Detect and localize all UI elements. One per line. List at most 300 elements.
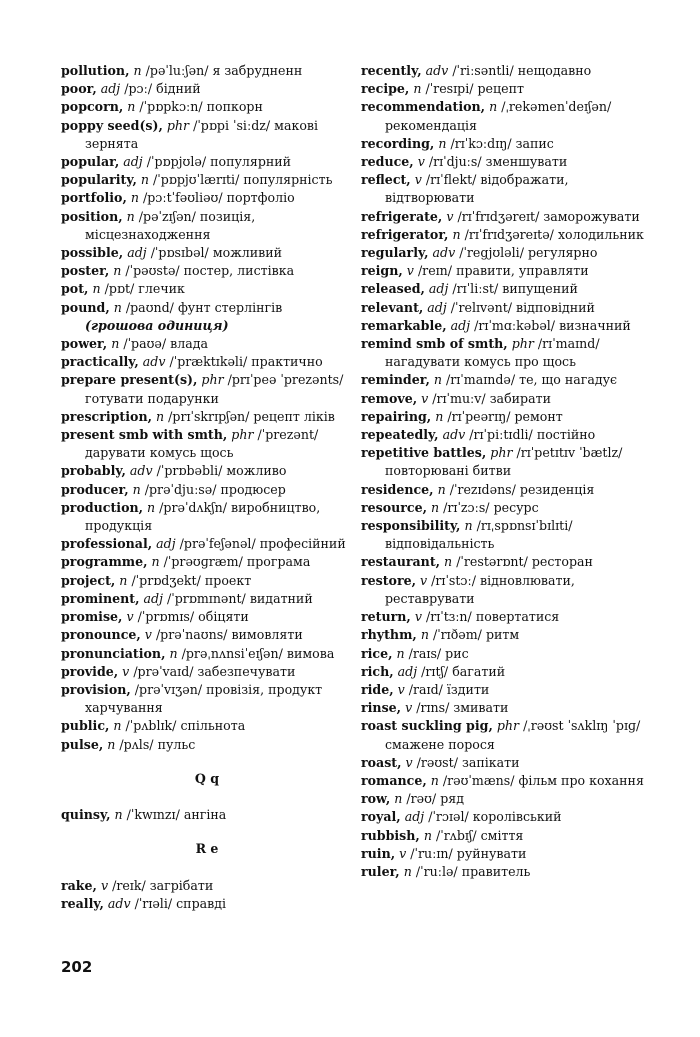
entry-pronunciation: /rɪˈflekt/ <box>425 172 477 188</box>
entry-translation: можливий <box>212 245 283 261</box>
dictionary-entry <box>361 262 653 280</box>
entry-translation: програма <box>246 554 311 570</box>
entry-pronunciation: /ˈrezɪdəns/ <box>449 481 516 497</box>
entry-headword: poster, <box>61 263 110 279</box>
entry-headword: repetitive battles, <box>361 445 487 461</box>
entry-headword: recording, <box>361 135 435 151</box>
entry-headword: provision, <box>61 681 131 697</box>
entry-pronunciation: /rɪˈkɔːdɪŋ/ <box>450 135 512 151</box>
dictionary-entry <box>61 80 353 98</box>
entry-pronunciation: /pɒt/ <box>104 281 135 297</box>
entry-pronunciation: /rɪˈmuːv/ <box>432 390 486 406</box>
section-letter-heading: R e <box>195 841 219 857</box>
dictionary-entry <box>361 499 653 517</box>
entry-pronunciation: /prəˈfeʃənəl/ <box>179 536 256 552</box>
entry-pronunciation: /rɪˈtɜːn/ <box>425 609 472 625</box>
entry-translation: запікати <box>461 754 520 770</box>
entry-translation: холодильник <box>557 226 644 242</box>
entry-pronunciation: /rəʊst/ <box>416 754 458 770</box>
entry-part-of-speech: n <box>420 627 429 643</box>
entry-headword: poppy seed(s), <box>61 117 163 133</box>
entry-headword: position, <box>61 208 123 224</box>
entry-pronunciation: /rɪˈdjuːs/ <box>428 154 482 170</box>
entry-part-of-speech: adv <box>142 354 166 370</box>
entry-part-of-speech: n <box>437 481 446 497</box>
entry-pronunciation: /ˌrekəmenˈdeɪʃən/ <box>501 99 612 115</box>
entry-part-of-speech: n <box>113 263 122 279</box>
entry-pronunciation: /ˈprəʊɡræm/ <box>163 554 243 570</box>
entry-pronunciation: /rɪˈpetɪtɪv ˈbætlz/ <box>516 445 623 461</box>
entry-headword: remove, <box>361 390 418 406</box>
entry-translation: попкорн <box>206 99 263 115</box>
entry-pronunciation: /rɪns/ <box>416 700 450 716</box>
entry-part-of-speech: n <box>413 81 422 97</box>
entry-part-of-speech: v <box>417 154 425 170</box>
entry-headword: production, <box>61 499 144 515</box>
entry-pronunciation: /rɪˈpeərɪŋ/ <box>447 408 511 424</box>
entry-pronunciation: /rɪˈliːst/ <box>452 281 499 297</box>
entry-translation: визначний <box>559 317 631 333</box>
entry-part-of-speech: n <box>444 554 453 570</box>
entry-headword: quinsy, <box>61 807 111 823</box>
dictionary-entry <box>361 444 653 480</box>
entry-translation: ресурс <box>493 499 539 515</box>
entry-translation: заморожувати <box>543 208 640 224</box>
dictionary-entry <box>361 790 653 808</box>
entry-pronunciation: /rɪˈmaɪndə/ <box>446 372 516 388</box>
entry-translation: провізія, продукт харчування <box>85 681 323 716</box>
entry-headword: pulse, <box>61 736 104 752</box>
entry-translation: королівський <box>472 809 562 825</box>
entry-part-of-speech: adv <box>129 463 153 479</box>
dictionary-entry <box>61 663 353 681</box>
entry-headword: professional, <box>61 536 153 552</box>
dictionary-entry <box>61 262 353 280</box>
entry-part-of-speech: adv <box>432 245 456 261</box>
entry-headword: recipe, <box>361 81 410 97</box>
entry-headword: romance, <box>361 772 427 788</box>
entry-pronunciation: /rɪˈfrɪdʒəreɪt/ <box>457 208 540 224</box>
entry-pronunciation: /ˈpɒsɪbəl/ <box>150 245 209 261</box>
dictionary-entry <box>361 681 653 699</box>
entry-part-of-speech: adj <box>123 154 143 170</box>
dictionary-entry <box>61 189 353 207</box>
entry-headword: prepare present(s), <box>61 372 198 388</box>
section-letter-heading: Q q <box>194 770 220 786</box>
dictionary-entry <box>61 572 353 590</box>
entry-pronunciation: /ˈrɪəli/ <box>134 895 173 911</box>
entry-pronunciation: /prəˈdʌkʃn/ <box>159 499 227 515</box>
entry-pronunciation: /ˈrɔɪəl/ <box>428 809 469 825</box>
entry-headword: poor, <box>61 81 97 97</box>
entry-translation: зменшувати <box>485 154 568 170</box>
entry-translation: правитель <box>461 863 531 879</box>
entry-headword: probably, <box>61 463 126 479</box>
entry-translation: фунт стерлінгів <box>177 299 283 315</box>
entry-pronunciation: /pʌls/ <box>119 736 154 752</box>
entry-part-of-speech: adj <box>450 317 471 333</box>
entry-translation: рецепт <box>477 81 524 97</box>
dictionary-entry <box>61 608 353 626</box>
dictionary-entry <box>361 553 653 571</box>
entry-translation: можливо <box>226 463 287 479</box>
dictionary-entry <box>361 863 653 881</box>
dictionary-entry <box>361 426 653 444</box>
dictionary-entry <box>361 845 653 863</box>
entry-headword: practically, <box>61 354 139 370</box>
dictionary-entry <box>61 535 353 553</box>
entry-pronunciation: /rɪˈmɑːkəbəl/ <box>474 317 556 333</box>
dictionary-entry <box>61 462 353 480</box>
entry-part-of-speech: n <box>423 827 432 843</box>
entry-headword: repairing, <box>361 408 432 424</box>
entry-headword: remarkable, <box>361 317 447 333</box>
entry-part-of-speech: phr <box>201 372 224 388</box>
entry-translation: видатний <box>249 590 313 606</box>
entry-part-of-speech: n <box>403 863 412 879</box>
dictionary-entry <box>61 626 353 644</box>
entry-headword: residence, <box>361 481 434 497</box>
entry-pronunciation: /ˈprɒdʒekt/ <box>131 572 201 588</box>
entry-pronunciation: /ˈriːsəntli/ <box>452 63 514 78</box>
entry-part-of-speech: n <box>169 645 178 661</box>
entry-pronunciation: /rəʊˈmæns/ <box>442 772 515 788</box>
entry-translation: позиція, місцезнаходження <box>85 208 256 242</box>
dictionary-entry <box>361 754 653 772</box>
dictionary-entry <box>361 626 653 644</box>
entry-part-of-speech: phr <box>490 445 513 461</box>
entry-pronunciation: /raɪd/ <box>408 681 443 697</box>
dictionary-entry <box>361 827 653 845</box>
entry-translation: постер, листівка <box>183 263 295 279</box>
entry-headword: rinse, <box>361 700 402 716</box>
entry-translation: смажене порося <box>385 736 495 752</box>
entry-pronunciation: /ˈresɪpi/ <box>425 81 474 97</box>
entry-pronunciation: /ˈprezənt/ <box>257 427 319 443</box>
entry-headword: provide, <box>61 663 119 679</box>
entry-translation: обіцяти <box>198 609 249 625</box>
dictionary-entry <box>361 280 653 298</box>
entry-headword: regularly, <box>361 245 429 261</box>
entry-pronunciation: /rɪtʃ/ <box>421 663 449 679</box>
entry-translation: резиденція <box>519 481 595 497</box>
entry-translation: нагадувати комусь про щось <box>385 354 576 370</box>
entry-headword: refrigerate, <box>361 208 443 224</box>
entry-headword: ride, <box>361 681 394 697</box>
entry-translation: готувати подарунки <box>85 390 219 406</box>
entry-part-of-speech: n <box>132 481 141 497</box>
entry-translation: портфоліо <box>226 190 295 206</box>
dictionary-entry <box>61 153 353 171</box>
entry-headword: repeatedly, <box>361 427 439 443</box>
entry-pronunciation: /ˈruːɪn/ <box>410 845 453 861</box>
entry-part-of-speech: n <box>394 791 403 807</box>
dictionary-entry <box>61 553 353 571</box>
entry-headword: public, <box>61 718 110 734</box>
entry-headword: portfolio, <box>61 190 127 206</box>
entry-translation: змивати <box>453 700 509 716</box>
entry-translation: ритм <box>485 627 520 643</box>
dictionary-entry <box>361 317 653 335</box>
entry-translation: продюсер <box>220 481 286 497</box>
dictionary-entry <box>361 408 653 426</box>
entry-part-of-speech: adj <box>156 536 176 552</box>
entry-pronunciation: /ˈregjʊləli/ <box>459 245 524 261</box>
entry-headword: reduce, <box>361 154 414 170</box>
entry-translation: бідний <box>156 81 201 97</box>
dictionary-entry <box>361 226 653 244</box>
entry-pronunciation: /ˈrɪðəm/ <box>432 627 482 643</box>
dictionary-entry <box>361 608 653 626</box>
entry-part-of-speech: n <box>396 645 405 661</box>
entry-translation: справді <box>176 895 227 911</box>
entry-headword: ruler, <box>361 863 400 879</box>
dictionary-entry <box>61 62 353 80</box>
dictionary-entry <box>61 280 353 298</box>
left-column <box>61 62 353 913</box>
entry-part-of-speech: v <box>414 172 422 188</box>
entry-part-of-speech: n <box>489 99 498 115</box>
entry-translation: спільнота <box>180 718 246 734</box>
entry-part-of-speech: n <box>113 299 122 315</box>
entry-headword: resource, <box>361 499 427 515</box>
entry-translation: відображати, відтворювати <box>385 172 569 206</box>
entry-translation: вимова <box>286 645 335 661</box>
entry-pronunciation: /prəˈvɪʒən/ <box>134 681 203 697</box>
entry-part-of-speech: n <box>133 63 142 78</box>
dictionary-entry <box>61 590 353 608</box>
entry-headword: roast, <box>361 754 402 770</box>
page-number: 202 <box>61 958 93 976</box>
entry-part-of-speech: v <box>414 609 422 625</box>
entry-translation: їздити <box>446 681 490 697</box>
entry-part-of-speech: phr <box>496 718 520 734</box>
dictionary-entry <box>61 371 353 407</box>
entry-part-of-speech: v <box>406 263 414 279</box>
dictionary-entry <box>61 208 353 244</box>
spacer <box>61 859 353 877</box>
entry-headword: recommendation, <box>361 99 486 115</box>
entry-headword: promise, <box>61 609 123 625</box>
entry-pronunciation: /pɔː/ <box>124 81 153 97</box>
entry-pronunciation: /rɪˈfrɪdʒəreɪtə/ <box>464 226 554 242</box>
dictionary-entry <box>361 717 653 753</box>
entry-translation: ремонт <box>514 408 563 424</box>
entry-headword: rhythm, <box>361 627 417 643</box>
entry-headword: rake, <box>61 877 97 893</box>
entry-part-of-speech: v <box>144 627 152 643</box>
entry-part-of-speech: adj <box>428 281 449 297</box>
entry-translation: популярний <box>210 154 292 170</box>
entry-headword: popcorn, <box>61 99 124 115</box>
dictionary-entry <box>361 299 653 317</box>
entry-translation: влада <box>170 336 208 352</box>
dictionary-entry <box>361 699 653 717</box>
entry-pronunciation: /rɪˈzɔːs/ <box>443 499 490 515</box>
entry-part-of-speech: phr <box>231 427 254 443</box>
dictionary-entry <box>61 117 353 153</box>
entry-headword: rich, <box>361 663 394 679</box>
entry-part-of-speech: n <box>126 208 135 224</box>
entry-headword: pronounce, <box>61 627 141 643</box>
entry-headword: roast suckling pig, <box>361 718 493 734</box>
entry-pronunciation: /ˈrelɪvənt/ <box>450 299 513 315</box>
entry-pronunciation: /prəˈnaʊns/ <box>155 627 228 643</box>
entry-part-of-speech: n <box>452 226 461 242</box>
entry-part-of-speech: n <box>156 408 165 424</box>
dictionary-entry <box>361 335 653 371</box>
entry-pronunciation: /prɪˈskrɪpʃən/ <box>168 408 250 424</box>
entry-translation: запис <box>515 135 554 151</box>
dictionary-entry <box>361 808 653 826</box>
dictionary-entry <box>361 645 653 663</box>
entry-part-of-speech: adj <box>143 590 163 606</box>
entry-part-of-speech: n <box>119 572 128 588</box>
entry-translation: рецепт ліків <box>253 408 335 424</box>
entry-headword: reminder, <box>361 372 430 388</box>
entry-translation: ряд <box>440 791 464 807</box>
entry-headword: reflect, <box>361 172 411 188</box>
entry-headword: popular, <box>61 154 120 170</box>
entry-part-of-speech: n <box>431 499 440 515</box>
entry-part-of-speech: n <box>147 499 156 515</box>
dictionary-entry <box>361 208 653 226</box>
entry-translation: фільм про кохання <box>518 772 644 788</box>
entry-translation: проект <box>204 572 252 588</box>
dictionary-entry <box>361 98 653 134</box>
entry-headword: return, <box>361 609 411 625</box>
entry-part-of-speech: adj <box>427 299 447 315</box>
dictionary-entry <box>61 681 353 717</box>
entry-pronunciation: /ˈpɒpjʊlə/ <box>146 154 207 170</box>
entry-translation: глечик <box>138 281 185 297</box>
entry-headword: pollution, <box>61 63 130 78</box>
entry-translation: забирати <box>489 390 551 406</box>
entry-translation: те, що нагадує <box>519 372 618 388</box>
entry-part-of-speech: n <box>130 190 139 206</box>
entry-translation: я забрудненн <box>212 63 303 78</box>
entry-part-of-speech: phr <box>166 117 190 133</box>
entry-translation: пульс <box>157 736 196 752</box>
entry-headword: pronunciation, <box>61 645 166 661</box>
entry-part-of-speech: n <box>151 554 160 570</box>
entry-pronunciation: /ˈpaʊə/ <box>123 336 167 352</box>
entry-part-of-speech: n <box>92 281 101 297</box>
entry-part-of-speech: adv <box>107 895 131 911</box>
entry-part-of-speech: v <box>446 208 454 224</box>
entry-headword: possible, <box>61 245 124 261</box>
dictionary-entry <box>361 517 653 553</box>
spacer <box>61 824 353 840</box>
dictionary-entry <box>61 299 353 335</box>
dictionary-entry <box>61 499 353 535</box>
dictionary-entry <box>61 426 353 462</box>
entry-part-of-speech: v <box>100 877 109 893</box>
entry-part-of-speech: v <box>405 700 413 716</box>
entry-headword: row, <box>361 791 391 807</box>
entry-translation: руйнувати <box>456 845 527 861</box>
entry-pronunciation: /paʊnd/ <box>125 299 174 315</box>
dictionary-entry <box>61 171 353 189</box>
entry-translation: рис <box>445 645 469 661</box>
entry-translation: рекомендація <box>385 117 477 133</box>
dictionary-entry <box>361 153 653 171</box>
entry-pronunciation: /reɪk/ <box>112 877 146 893</box>
entry-pronunciation: /ˈpɒpkɔːn/ <box>139 99 203 115</box>
entry-pronunciation: /pəˈluːʃən/ <box>145 63 209 78</box>
dictionary-entry <box>61 408 353 426</box>
entry-headword: pot, <box>61 281 89 297</box>
entry-pronunciation: /ˈpɒpi ˈsiːdz/ <box>193 117 271 133</box>
entry-pronunciation: /rɪˈmaɪnd/ <box>537 336 600 352</box>
entry-part-of-speech: n <box>430 772 439 788</box>
entry-headword: remind smb of smth, <box>361 336 508 352</box>
entry-part-of-speech: adj <box>397 663 418 679</box>
entry-translation: відповідний <box>516 299 595 315</box>
dictionary-entry <box>361 244 653 262</box>
entry-pronunciation: /ˈpʌblɪk/ <box>125 718 177 734</box>
entry-pronunciation: /ˈprɒmɪs/ <box>137 609 195 625</box>
entry-pronunciation: /ˈrʌbɪʃ/ <box>435 827 477 843</box>
entry-part-of-speech: v <box>122 663 130 679</box>
entry-translation: регулярно <box>527 245 598 261</box>
entry-part-of-speech: n <box>140 172 149 188</box>
entry-part-of-speech: n <box>114 807 123 823</box>
spacer <box>61 788 353 806</box>
entry-headword: royal, <box>361 809 401 825</box>
entry-headword: reign, <box>361 263 403 279</box>
dictionary-entry <box>361 481 653 499</box>
entry-pronunciation: /ˌrəʊst ˈsʌklɪŋ ˈpɪɡ/ <box>523 718 641 734</box>
entry-pronunciation: /ˈpɒpjʊˈlærɪti/ <box>153 172 240 188</box>
entry-headword: present smb with smth, <box>61 427 228 443</box>
dictionary-entry <box>61 717 353 735</box>
entry-part-of-speech: n <box>435 408 444 424</box>
entry-headword: refrigerator, <box>361 226 449 242</box>
entry-part-of-speech: v <box>126 609 134 625</box>
entry-part-of-speech: adj <box>127 245 147 261</box>
entry-translation: повертатися <box>475 609 560 625</box>
dictionary-entry <box>61 736 353 754</box>
dictionary-entry <box>361 135 653 153</box>
entry-translation: ресторан <box>531 554 593 570</box>
entry-pronunciation: /rɪˈstɔː/ <box>431 572 476 588</box>
entry-headword: released, <box>361 281 425 297</box>
entry-pronunciation: /prəˈdjuːsə/ <box>144 481 217 497</box>
entry-translation: професійний <box>259 536 346 552</box>
entry-pronunciation: /rəʊ/ <box>406 791 437 807</box>
dictionary-entry <box>61 481 353 499</box>
entry-translation: правити, управляти <box>456 263 589 279</box>
entry-translation: багатий <box>452 663 506 679</box>
entry-part-of-speech: v <box>421 390 429 406</box>
entry-pronunciation: /raɪs/ <box>408 645 442 661</box>
entry-headword: prominent, <box>61 590 140 606</box>
entry-pronunciation: /ˈkwɪnzɪ/ <box>126 807 180 823</box>
entry-part-of-speech: v <box>397 681 405 697</box>
entry-part-of-speech: adj <box>404 809 425 825</box>
dictionary-entry <box>61 353 353 371</box>
entry-translation: сміття <box>480 827 524 843</box>
entry-part-of-speech: n <box>113 718 122 734</box>
dictionary-entry <box>61 98 353 116</box>
dictionary-entry <box>361 390 653 408</box>
entry-translation: постійно <box>536 427 596 443</box>
entry-pronunciation: /ˈruːlə/ <box>415 863 458 879</box>
entry-translation: виробництво, продукція <box>85 499 321 534</box>
entry-headword: rice, <box>361 645 393 661</box>
entry-pronunciation: /prəˌnʌnsiˈeɪʃən/ <box>181 645 283 661</box>
